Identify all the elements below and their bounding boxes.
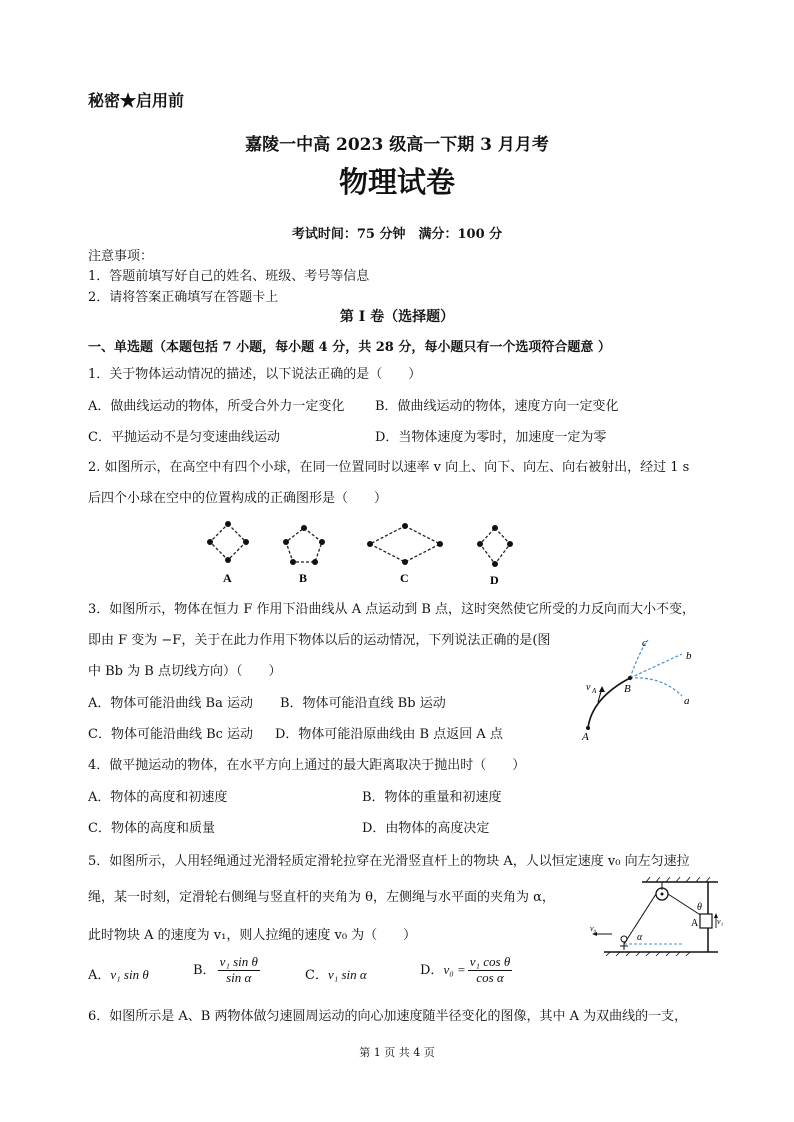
q3-option-b: B．物体可能沿直线 Bb 运动 [280, 696, 446, 711]
q5-option-b-frac [218, 955, 260, 986]
note-item: 2．请将答案正确填写在答题卡上 [88, 290, 279, 305]
page-footer: 第 1 页 共 4 页 [359, 1046, 435, 1059]
q5-option-d-den: cos α [476, 969, 504, 985]
q2-line2: 后四个小球在空中的位置构成的正确图形是（ ） [88, 491, 388, 506]
q2-diagram-d [480, 528, 510, 564]
q5-option-a [88, 964, 149, 983]
q4-option-d: D．由物体的高度决定 [362, 821, 490, 836]
q5-line1: 5．如图所示，人用轻绳通过光滑轻质定滑轮拉穿在光滑竖直杆上的物块 A，人以恒定速度 v₀ 向左匀速拉 [88, 854, 690, 869]
q4-option-c: C．物体的高度和质量 [88, 821, 215, 836]
q3-label-b: b [686, 650, 692, 662]
q5-label-theta: θ [697, 902, 702, 913]
q3-line2: 即由 F 变为 −F，关于在此力作用下物体以后的运动情况，下列说法正确的是(图 [88, 633, 551, 648]
q1-option-b: B．做曲线运动的物体，速度方向一定变化 [375, 399, 619, 414]
q3-label-v-sub: A [592, 687, 597, 695]
q1-stem: 1．关于物体运动情况的描述，以下说法正确的是（ ） [88, 367, 422, 382]
q3-label-point-a: A [582, 731, 589, 742]
q5-label-alpha: α [637, 932, 643, 943]
q5-option-d-num: v₁ cos θ [469, 954, 511, 969]
q3-option-d: D．物体可能沿原曲线由 B 点返回 A 点 [275, 727, 503, 742]
part1-heading: 一、单选题（本题包括 7 小题，每小题 4 分，共 28 分，每小题只有一个选项符合题意 ） [88, 340, 611, 355]
q3-label-c: c [642, 637, 647, 649]
exam-title: 嘉陵一中高 2023 级高一下期 3 月月考 [245, 135, 549, 155]
note-item: 1．答题前填写好自己的姓名、班级、考号等信息 [88, 269, 370, 284]
q3-figure [570, 632, 710, 742]
time-score: 考试时间：75 分钟 满分：100 分 [291, 227, 503, 242]
q2-label-b: B [299, 571, 308, 585]
q5-figure [584, 876, 724, 956]
q2-figure [190, 514, 540, 588]
q1-option-a: A．做曲线运动的物体，所受合外力一定变化 [88, 399, 345, 414]
section-title: 第 I 卷（选择题） [339, 309, 455, 325]
q5-label-a: A [691, 918, 699, 929]
q5-option-a-label: A． [88, 968, 111, 983]
q2-diagram-c [370, 526, 440, 562]
q3-label-a: a [684, 695, 690, 707]
q3-option-a: A．物体可能沿曲线 Ba 运动 [88, 696, 253, 711]
q5-line2: 绳，某一时刻，定滑轮右侧绳与竖直杆的夹角为 θ，左侧绳与水平面的夹角为 α， [88, 890, 555, 905]
q4-option-b: B．物体的重量和初速度 [362, 790, 502, 805]
q5-option-d-label: D． [420, 962, 444, 978]
q2-label-c: C [400, 571, 409, 585]
q2-diagram-a [210, 524, 246, 560]
q5-option-b [193, 955, 262, 986]
q3-label-v: v [586, 682, 591, 693]
q5-option-a-expr: v₁ sin θ [110, 967, 149, 982]
secret-label: 秘密★启用前 [88, 91, 185, 110]
q2-label-d: D [490, 573, 499, 587]
q5-option-d-lhs: v₀ = [443, 961, 466, 977]
q5-option-b-den: sin α [226, 969, 252, 985]
q5-option-c-expr: v₁ sin α [327, 967, 367, 982]
q5-option-c-label: C． [305, 968, 328, 983]
q5-option-c [305, 964, 367, 983]
q5-option-b-num: v₁ sin θ [219, 954, 258, 969]
q5-option-d-frac [468, 955, 513, 986]
q5-option-b-label: B． [193, 962, 216, 978]
q3-line1: 3．如图所示，物体在恒力 F 作用下沿曲线从 A 点运动到 B 点，这时突然使它所受的力反向而大小不变， [88, 602, 696, 617]
q4-option-a: A．物体的高度和初速度 [88, 790, 228, 805]
subject-title: 物理试卷 [338, 165, 455, 199]
q3-label-point-b: B [624, 683, 631, 695]
q2-label-a: A [223, 571, 232, 585]
q5-label-v0: v₀ [590, 924, 597, 933]
q5-label-v1: v₁ [717, 917, 724, 926]
q5-option-d [420, 955, 514, 986]
q6-line1: 6．如图所示是 A、B 两物体做匀速圆周运动的向心加速度随半径变化的图像，其中 A 为双曲线的一支， [88, 1009, 688, 1024]
q3-line3: 中 Bb 为 B 点切线方向）（ ） [88, 664, 282, 679]
q2-diagram-b [286, 528, 322, 562]
q1-option-c: C．平抛运动不是匀变速曲线运动 [88, 430, 280, 445]
q3-option-c: C．物体可能沿曲线 Bc 运动 [88, 727, 254, 742]
q1-option-d: D．当物体速度为零时，加速度一定为零 [375, 430, 607, 445]
q4-stem: 4．做平抛运动的物体，在水平方向上通过的最大距离取决于抛出时（ ） [88, 758, 526, 773]
q5-line3: 此时物块 A 的速度为 v₁，则人拉绳的速度 v₀ 为（ ） [88, 928, 417, 943]
notes-title: 注意事项： [88, 249, 154, 264]
q2-line1: 2. 如图所示，在高空中有四个小球，在同一位置同时以速率 v 向上、向下、向左、向右被射出，经过 1 s [88, 460, 690, 475]
